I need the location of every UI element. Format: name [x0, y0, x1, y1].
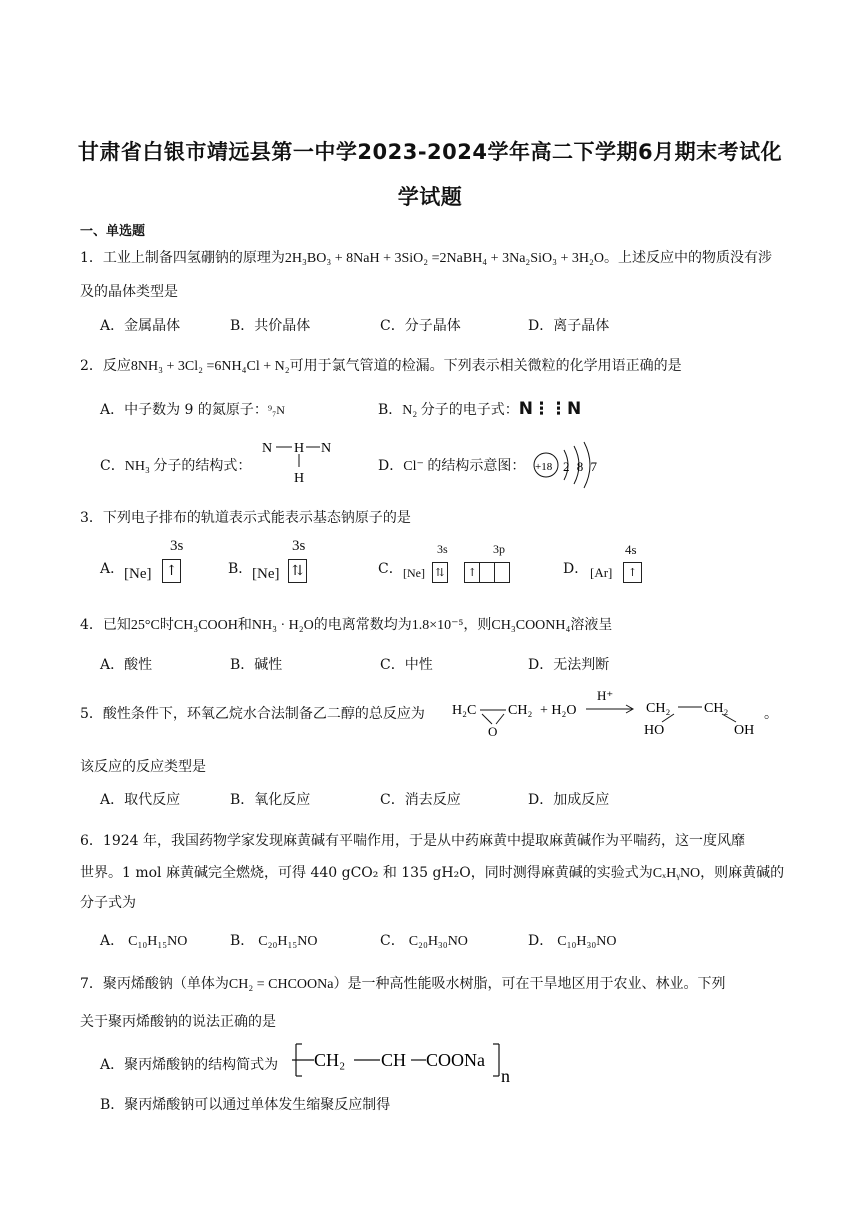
svg-text:H₂C: H₂C: [452, 703, 477, 718]
svg-text:CH₂: CH₂: [508, 703, 533, 718]
q5-option-d: D．加成反应: [528, 792, 610, 808]
q5-option-c: C．消去反应: [380, 792, 461, 808]
q3-a-box: ↑: [162, 559, 181, 583]
svg-text:CH₂: CH₂: [314, 1050, 346, 1070]
q4-option-c: C．中性: [380, 657, 433, 673]
svg-text:+ H₂O: + H₂O: [540, 703, 577, 718]
q3-option-b-label: B．: [228, 561, 253, 577]
q1-option-d: D．离子晶体: [528, 318, 610, 334]
q3-option-d-label: D．: [563, 561, 589, 577]
nucleus-charge: +18: [535, 461, 553, 473]
question-2-stem: 2．反应8NH₃ + 3Cl₂ =6NH₄Cl + N₂可用于氯气管道的检漏。下列表示相关微粒的化学用语正确的是: [80, 358, 682, 374]
q3-a-orbital: 3s: [170, 538, 184, 554]
q7-option-a: A．聚丙烯酸钠的结构简式为: [100, 1057, 279, 1073]
svg-text:OH: OH: [734, 723, 755, 738]
question-1-stem-cont: 及的晶体类型是: [80, 284, 178, 300]
question-3-stem: 3．下列电子排布的轨道表示式能表示基态钠原子的是: [80, 510, 411, 526]
q2-option-a: A．中子数为 9 的氮原子：⁹₇N: [100, 402, 285, 418]
q3-c-boxes: ⇅ ↑: [432, 562, 510, 583]
q3-b-box: ⇅: [288, 559, 307, 583]
q1-option-b: B．共价晶体: [230, 318, 311, 334]
svg-text:HO: HO: [644, 723, 665, 738]
q3-option-a-label: A．: [100, 561, 125, 577]
q6-empirical-formula: CₓHᵧNO: [652, 866, 701, 881]
q6-option-b: B． C₂₀H₁₅NO: [230, 933, 318, 949]
q2-nitrogen-isotope: ⁹₇N: [267, 403, 285, 417]
q3-c-orbital-3s: 3s: [437, 542, 448, 556]
struct-n1: N: [262, 441, 273, 456]
q2-chloride-ion-diagram: [532, 440, 612, 490]
struct-h: H: [294, 441, 305, 456]
struct-h-bottom: H: [294, 471, 305, 486]
q1-equation: 2H₃BO₃ + 8NaH + 3SiO₂ =2NaBH₄ + 3Na₂SiO₃ + 3H₂O: [284, 251, 604, 266]
q2-option-d: D．Cl⁻ 的结构示意图：: [378, 458, 526, 474]
q3-option-c-label: C．: [378, 561, 403, 577]
q4-option-d: D．无法判断: [528, 657, 610, 673]
q3-d-box: ↑: [623, 562, 642, 583]
q3-b-core: [Ne]: [252, 566, 280, 582]
question-6-line1: 6．1924 年，我国药物学家发现麻黄碱有平喘作用，于是从中药麻黄中提取麻黄碱作为平喘药，这一度风靡: [80, 833, 745, 849]
struct-n2: N: [321, 441, 332, 456]
svg-text:CH₂: CH₂: [704, 701, 729, 716]
q1-option-c: C．分子晶体: [380, 318, 461, 334]
q3-b-orbital: 3s: [292, 538, 306, 554]
question-7-line2: 关于聚丙烯酸钠的说法正确的是: [80, 1014, 276, 1030]
q3-c-orbital-3p: 3p: [493, 542, 505, 556]
q6-option-d: D． C₁₀H₃₀NO: [528, 933, 617, 949]
svg-text:CH₂: CH₂: [646, 701, 671, 716]
svg-text:CH: CH: [381, 1050, 407, 1070]
svg-text:。: 。: [764, 707, 778, 722]
question-6-line3: 分子式为: [80, 895, 136, 911]
q5-option-a: A．取代反应: [100, 792, 181, 808]
q2-option-c: C．NH₃ 分子的结构式：: [100, 458, 252, 474]
q4-option-a: A．酸性: [100, 657, 153, 673]
q3-a-core: [Ne]: [124, 566, 152, 582]
svg-text:O: O: [488, 724, 498, 739]
q2-equation: 8NH₃ + 3Cl₂ =6NH₄Cl + N₂: [130, 359, 290, 374]
q2-nh3-structure: [258, 434, 338, 486]
q1-option-a: A．金属晶体: [100, 318, 181, 334]
q7-polymer-structure: [292, 1040, 522, 1086]
q3-d-orbital: 4s: [625, 542, 637, 557]
q4-option-b: B．碱性: [230, 657, 283, 673]
question-7-line1: 7．聚丙烯酸钠（单体为CH₂ = CHCOONa）是一种高性能吸水树脂，可在干旱地区用于农业、林业。下列: [80, 976, 726, 992]
q5-option-b: B．氧化反应: [230, 792, 311, 808]
section-heading: 一、单选题: [80, 224, 146, 239]
q7-option-b: B．聚丙烯酸钠可以通过单体发生缩聚反应制得: [100, 1097, 391, 1113]
q7-monomer: CH₂ = CHCOONa: [228, 977, 334, 992]
q3-d-core: [Ar]: [590, 565, 613, 580]
q3-c-core: [Ne]: [403, 566, 425, 580]
document-title-line1: 甘肃省白银市靖远县第一中学2023-2024学年高二下学期6月期末考试化: [77, 140, 783, 164]
svg-text:n: n: [501, 1066, 510, 1086]
q2-n2-electron-formula: N⋮⋮N: [518, 399, 582, 419]
q6-option-a: A． C₁₀H₁₅NO: [100, 933, 188, 949]
document-title-line2: 学试题: [397, 185, 463, 209]
q2-option-b: B．N₂ 分子的电子式：N⋮⋮N: [378, 399, 582, 419]
question-1-stem: 1．工业上制备四氢硼钠的原理为2H₃BO₃ + 8NaH + 3SiO₂ =2NaBH₄ + 3Na₂SiO₃ + 3H₂O。上述反应中的物质没有涉: [80, 250, 772, 266]
q6-option-c: C． C₂₀H₃₀NO: [380, 933, 468, 949]
svg-text:H⁺: H⁺: [597, 688, 614, 703]
question-6-line2: 世界。1 mol 麻黄碱完全燃烧，可得 440 gCO₂ 和 135 gH₂O，同时测得麻黄碱的实验式为CₓHᵧNO，则麻黄碱的: [80, 865, 785, 881]
question-5-stem-cont: 该反应的反应类型是: [80, 759, 206, 775]
svg-text:COONa: COONa: [426, 1050, 485, 1070]
q5-reaction-equation: [450, 684, 790, 742]
question-5-stem: 5．酸性条件下，环氧乙烷水合法制备乙二醇的总反应为: [80, 706, 425, 722]
shell-electrons: 2 8 7: [563, 459, 599, 474]
question-4-stem: 4．已知25°C时CH₃COOH和NH₃ · H₂O的电离常数均为1.8×10⁻⁵，则CH₃COONH₄溶液呈: [80, 617, 613, 633]
